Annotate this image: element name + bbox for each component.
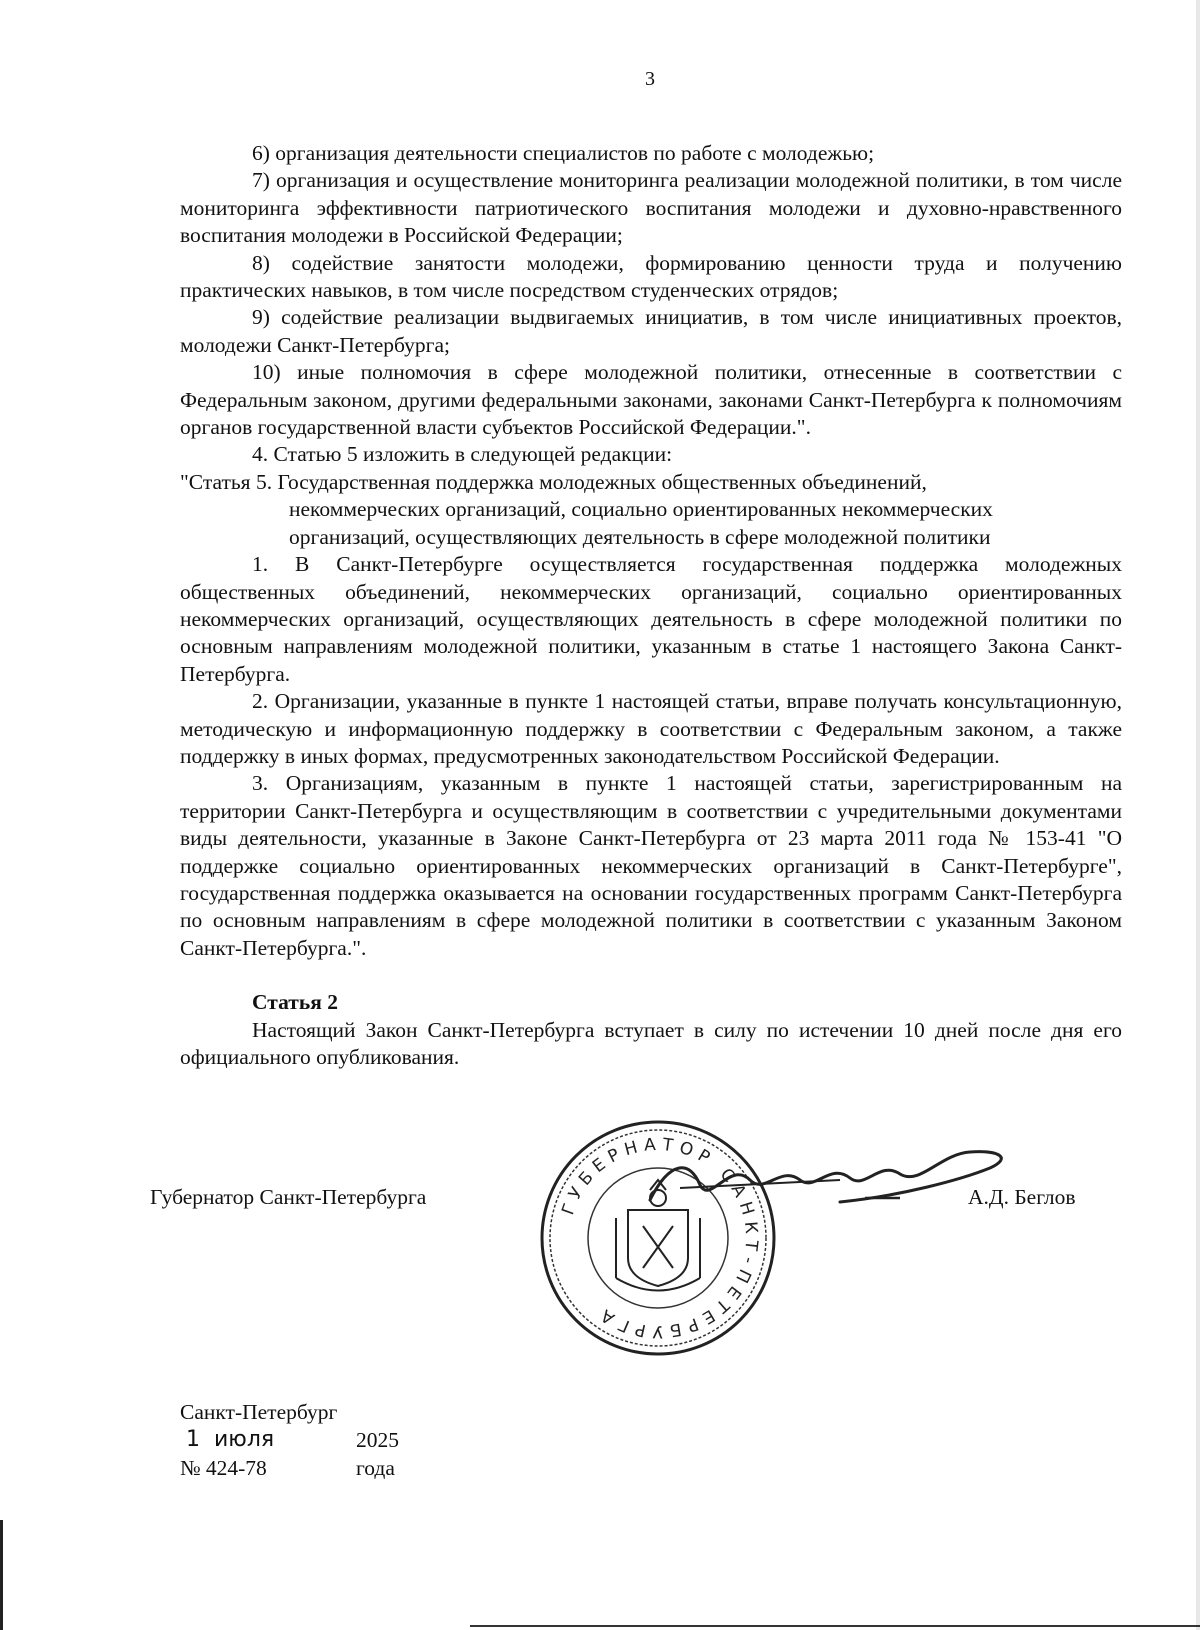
document-body (180, 140, 1122, 1071)
article2-title: Статья 2 (252, 990, 338, 1015)
paragraph-amend-article5: 4. Статью 5 изложить в следующей редакции: (252, 442, 673, 467)
article5-heading-line: некоммерческих организаций, социально ориентированных некоммерческих (289, 497, 993, 522)
date-month: июля (214, 1427, 275, 1452)
governor-name: А.Д. Беглов (968, 1185, 1076, 1209)
governor-signature (640, 1140, 1020, 1220)
scan-edge-left (0, 1520, 3, 1630)
paragraph-item-10: 10) иные полномочия в сфере молодежной политики, отнесенные в соответствии с Федеральным законом, другими федеральными законами, законами Санкт-Петербурга к полномочиям органов государственной власти субъектов Российской Федерации.". (180, 360, 1122, 440)
governor-position: Губернатор Санкт-Петербурга (150, 1185, 427, 1209)
place-date-block (180, 1398, 399, 1482)
scan-edge-bottom (470, 1625, 1200, 1627)
article5-heading (180, 469, 1122, 551)
article2-text: Настоящий Закон Санкт-Петербурга вступает в силу по истечении 10 дней после дня его официального опубликования. (180, 1017, 1122, 1069)
page-number: 3 (645, 68, 655, 90)
article5-point-3: 3. Организациям, указанным в пункте 1 настоящей статьи, зарегистрированным на территории Санкт-Петербурга и осуществляющим в соответствии с учредительными документами виды деятельности, указанные в Законе Санкт-Петербурга от 23 марта 2011 года № 153-41 "О поддержке социально ориентированных некоммерческих организаций в Санкт-Петербурге", государственная поддержка оказывается на основании государственных программ Санкт-Петербурга по основным направлениям в сфере молодежной политики в соответствии с указанным Законом Санкт-Петербурга.". (180, 771, 1122, 960)
article5-heading-line: "Статья 5. Государственная поддержка молодежных общественных объединений, (180, 469, 927, 494)
date-year: 2025 года (356, 1428, 399, 1480)
article5-point-2: 2. Организации, указанные в пункте 1 настоящей статьи, вправе получать консультационную, методическую и информационную поддержку в соответствии с Федеральным законом, а также поддержку в иных формах, предусмотренных законодательством Российской Федерации. (180, 689, 1122, 768)
article2-section (180, 989, 1122, 1071)
paragraph-item-7: 7) организация и осуществление мониторинга реализации молодежной политики, в том числе мониторинга эффективности патриотического воспитания молодежи и духовно-нравственного воспитания молодежи в Российской Федерации; (180, 168, 1122, 248)
paragraph-item-6: 6) организация деятельности специалистов по работе с молодежью; (252, 141, 875, 165)
scan-edge-right (1196, 0, 1200, 1630)
article5-heading-line: организаций, осуществляющих деятельность в сфере молодежной политики (289, 524, 991, 549)
paragraph-item-8: 8) содействие занятости молодежи, формированию ценности труда и получению практических навыков, в том числе посредством студенческих отрядов; (180, 250, 1122, 303)
svg-text:ГУБЕРНАТОР САНКТ-ПЕТЕРБУРГА: ГУБЕРНАТОР САНКТ-ПЕТЕРБУРГА (558, 1134, 762, 1342)
law-number: № 424-78 (180, 1456, 267, 1480)
date-day: 1 (186, 1427, 200, 1452)
article5-point-1: 1. В Санкт-Петербурге осуществляется государственная поддержка молодежных общественных объединений, некоммерческих организаций, социально ориентированных некоммерческих организаций, осуществляющих деятельность в сфере молодежной политики по основным направлениям молодежной политики, указанным в статье 1 настоящего Закона Санкт-Петербурга. (180, 552, 1122, 686)
paragraph-item-9: 9) содействие реализации выдвигаемых инициатив, в том числе инициативных проектов, молодежи Санкт-Петербурга; (180, 305, 1122, 357)
place-city: Санкт-Петербург (180, 1400, 338, 1424)
